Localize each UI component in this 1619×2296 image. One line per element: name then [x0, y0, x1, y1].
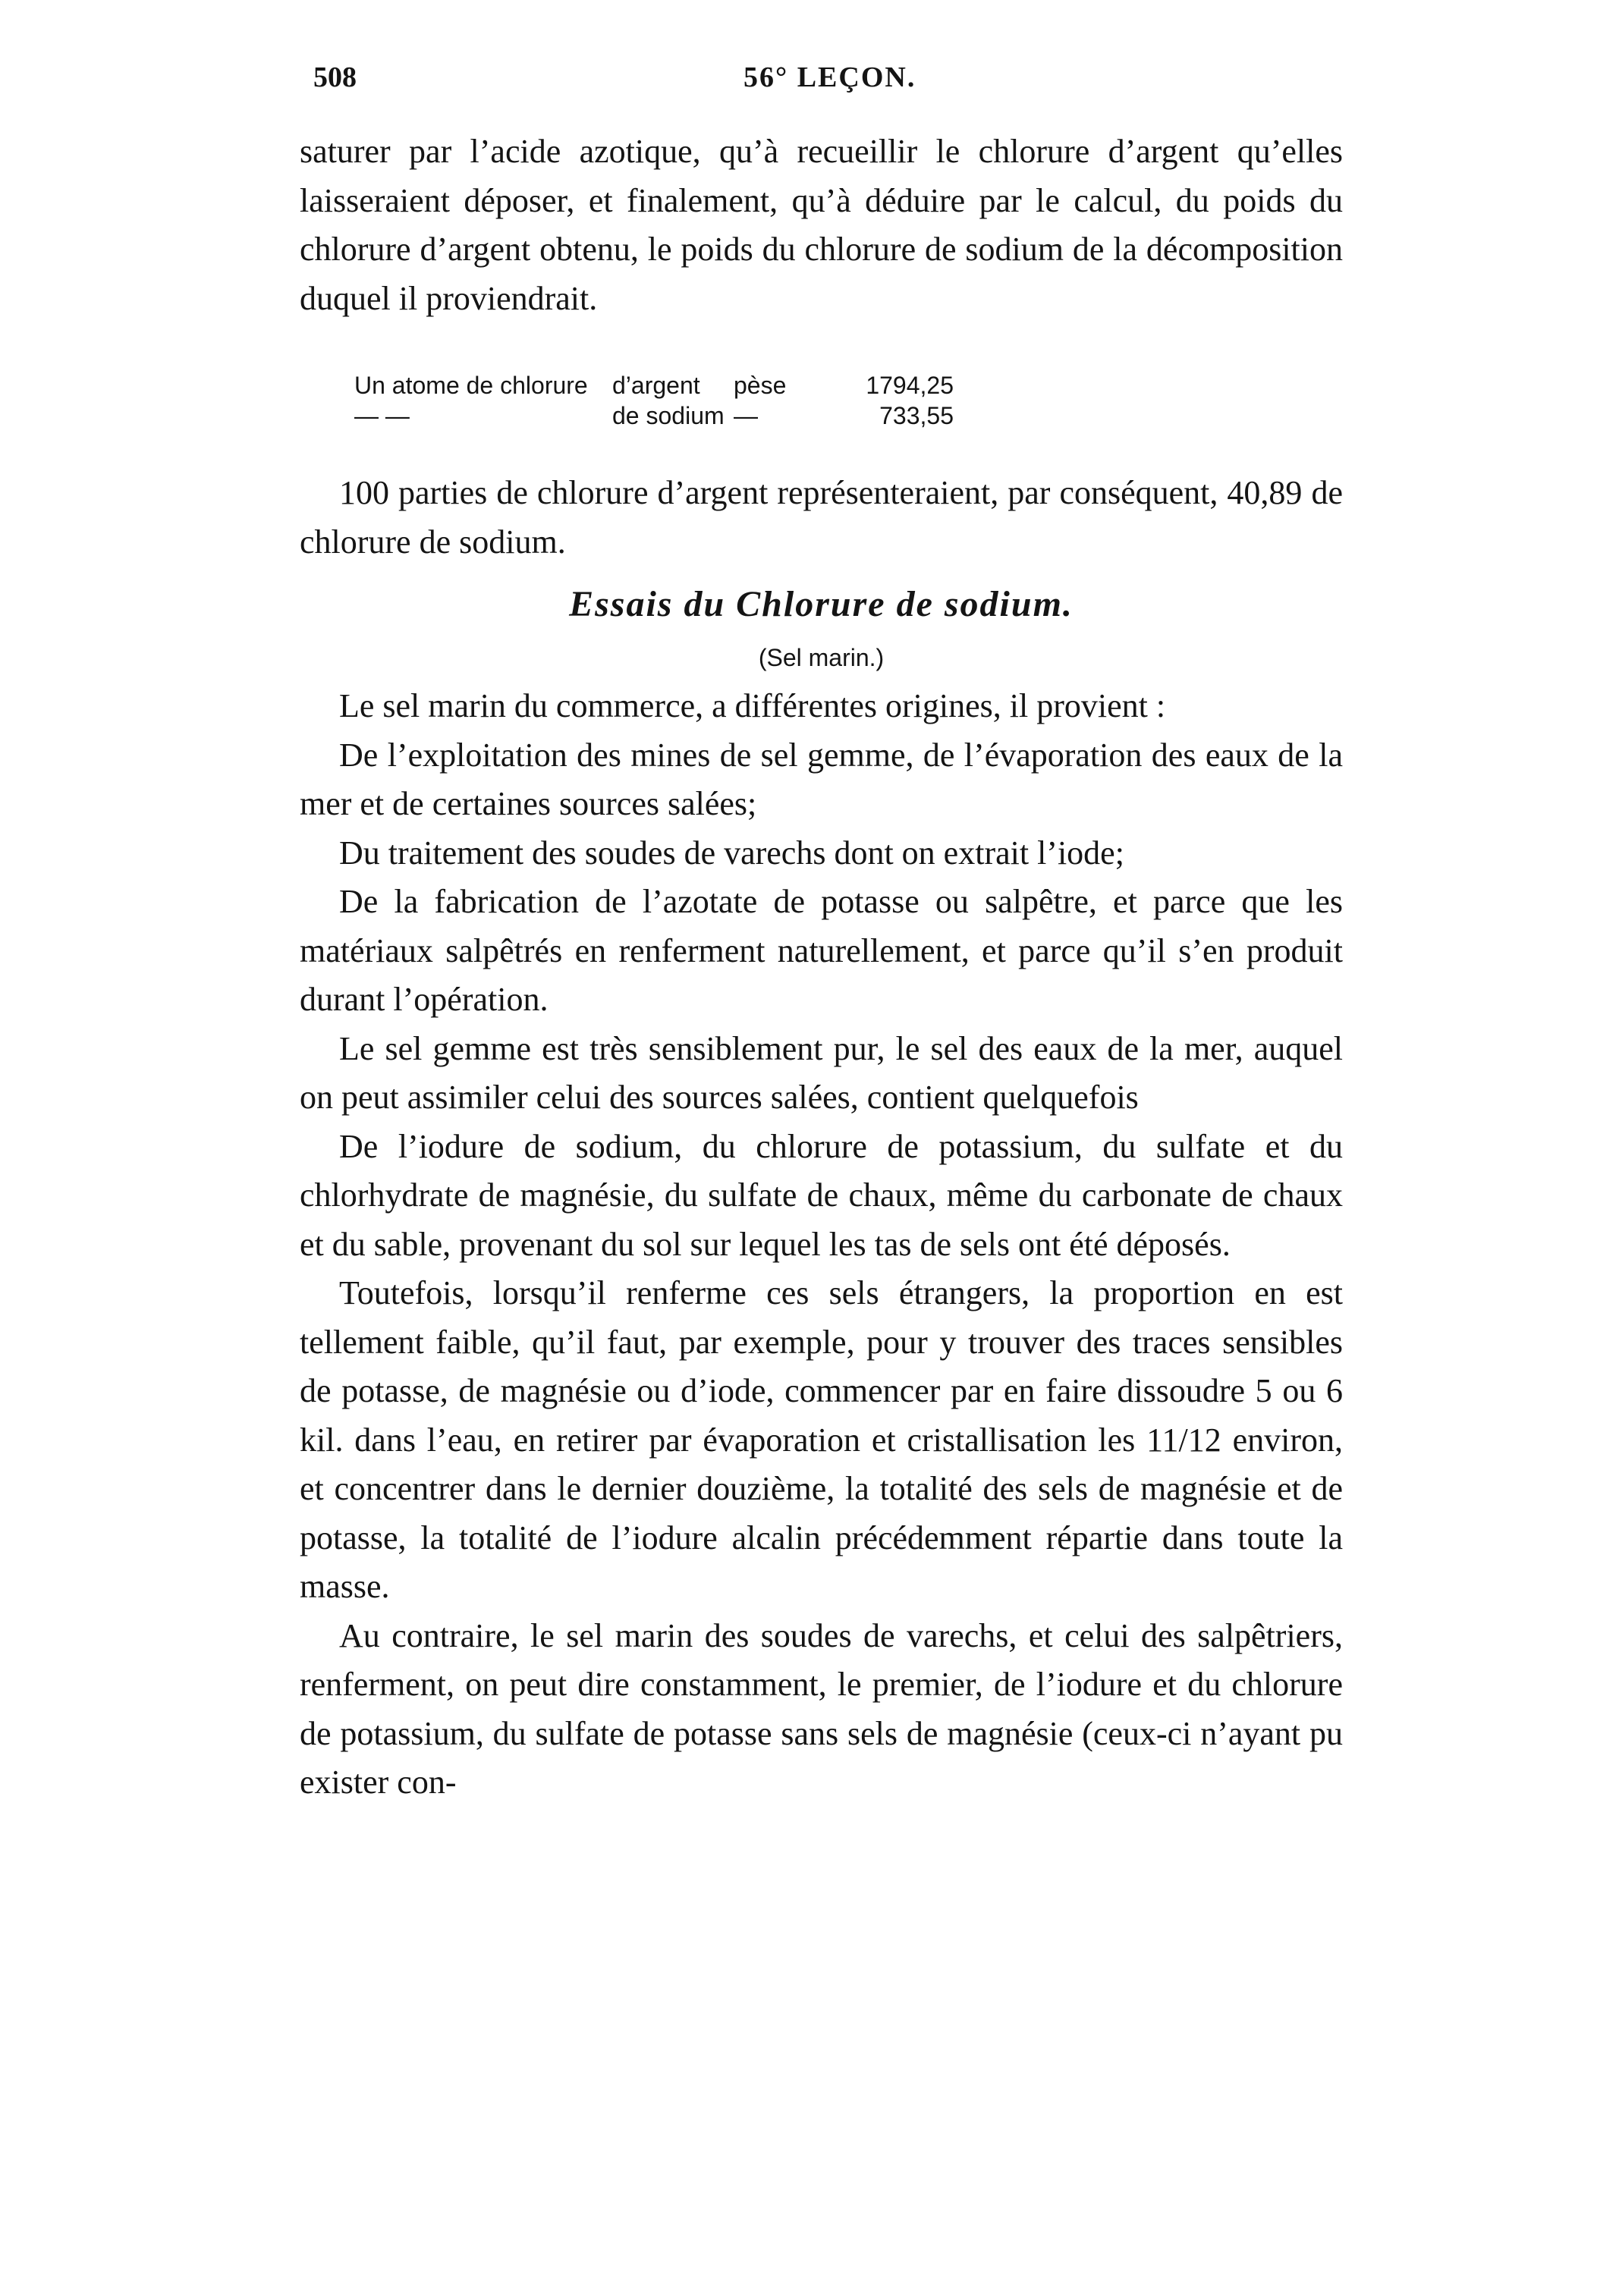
paragraph: Le sel marin du commerce, a différentes origines, il provient :: [339, 687, 1166, 724]
atom-verb: pèse: [734, 372, 787, 399]
atom-verb: —: [734, 402, 758, 429]
section-subtitle: (Sel marin.): [758, 644, 885, 671]
section-title: Essais du Chlorure de sodium.: [569, 584, 1074, 624]
paragraph-continued: saturer par l’acide azotique, qu’à recueillir le chlorure d’argent qu’elles laisseraient déposer, et finalement, qu’à déduire par le calcul, du poids du chlorure d’argent obtenu, le poids du chlorure de sodium de la décomposition duquel il proviendrait.: [300, 133, 1343, 317]
paragraph-ratio: 100 parties de chlorure d’argent représenteraient, par conséquent, 40,89 de chlorure de sodium.: [300, 474, 1343, 561]
paragraph: Du traitement des soudes de varechs dont on extrait l’iode;: [339, 834, 1124, 872]
paragraph: De la fabrication de l’azotate de potasse ou salpêtre, et parce que les matériaux salpêtrés en renferment naturellement, et parce qu’il s’en produit durant l’opération.: [300, 883, 1343, 1018]
atom-substance: d’argent: [612, 372, 700, 399]
atom-label: Un atome de chlorure: [354, 372, 588, 399]
paragraph: De l’exploitation des mines de sel gemme, de l’évaporation des eaux de la mer et de certaines sources salées;: [300, 736, 1343, 822]
paragraph: Toutefois, lorsqu’il renferme ces sels étrangers, la proportion en est tellement faible, qu’il faut, par exemple, pour y trouver des traces sensibles de potasse, de magnésie ou d’iode, commencer par en faire dissoudre 5 ou 6 kil. dans l’eau, en retirer par évaporation et cristallisation les 11/12 environ, et concentrer dans le dernier douzième, la totalité des sels de magnésie et de potasse, la totalité de l’iodure alcalin précédemment répartie dans toute la masse.: [300, 1274, 1343, 1605]
running-title: 56° LEÇON.: [743, 61, 916, 93]
paragraph: De l’iodure de sodium, du chlorure de potassium, du sulfate et du chlorhydrate de magnésie, du sulfate de chaux, même du carbonate de chaux et du sable, provenant du sol sur lequel les tas de sels ont été déposés.: [300, 1127, 1343, 1263]
book-page: [300, 0, 1343, 2296]
atom-label: — —: [354, 402, 410, 429]
paragraph: Le sel gemme est très sensiblement pur, le sel des eaux de la mer, auquel on peut assimiler celui des sources salées, contient quelquefois: [300, 1029, 1343, 1116]
atom-weight: 1794,25: [866, 372, 954, 399]
page-number: 508: [313, 61, 357, 93]
paragraph: Au contraire, le sel marin des soudes de varechs, et celui des salpêtriers, renferment, on peut dire constamment, le premier, de l’iodure et du chlorure de potassium, du sulfate de potasse sans sels de magnésie (ceux-ci n’ayant pu exister con-: [300, 1616, 1343, 1801]
running-head: [300, 61, 1343, 106]
atom-weight-table: [354, 370, 1343, 431]
atom-row-sodium-chloride: [354, 400, 1343, 431]
atom-substance: de sodium: [612, 402, 725, 429]
atom-row-silver-chloride: [354, 370, 1343, 400]
page-body: [300, 127, 1343, 1808]
atom-weight: 733,55: [879, 402, 954, 429]
